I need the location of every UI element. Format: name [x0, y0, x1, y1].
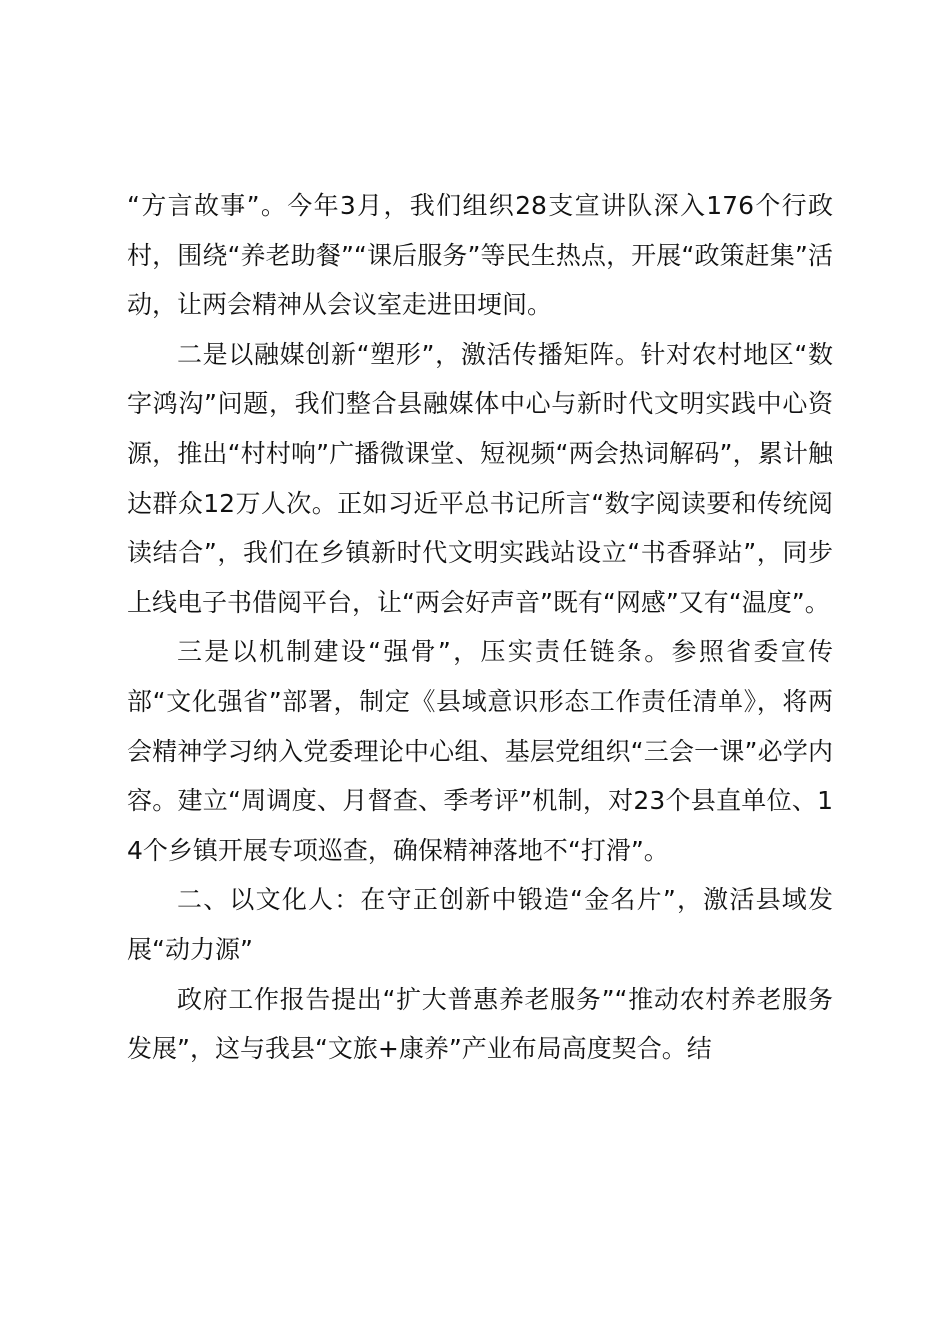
- paragraph-government-report: 政府工作报告提出“扩大普惠养老服务”“推动农村养老服务发展”，这与我县“文旅+康养”产业布局高度契合。结: [127, 984, 833, 1064]
- section-heading: 二、以文化人：在守正创新中锻造“金名片”，激活县域发展“动力源”: [127, 885, 833, 964]
- paragraph-media-innovation: 二是以融媒创新“塑形”，激活传播矩阵。针对农村地区“数字鸿沟”问题，我们整合县融媒体中心与新时代文明实践中心资源，推出“村村响”广播微课堂、短视频“两会热词解码”，累计触达群众12万人次。正如习近平总书记所言“数字阅读要和传统阅读结合”，我们在乡镇新时代文明实践站设立“书香驿站”，同步上线电子书借阅平台，让“两会好声音”既有“网感”又有“温度”。: [127, 339, 833, 617]
- document-body: [127, 181, 833, 1074]
- paragraph-mechanism: 三是以机制建设“强骨”，压实责任链条。参照省委宣传部“文化强省”部署，制定《县域意识形态工作责任清单》，将两会精神学习纳入党委理论中心组、基层党组织“三会一课”必学内容。建立“周调度、月督查、季考评”机制，对23个县直单位、14个乡镇开展专项巡查，确保精神落地不“打滑”。: [127, 637, 833, 865]
- paragraph-continued: “方言故事”。今年3月，我们组织28支宣讲队深入176个行政村，围绕“养老助餐”“课后服务”等民生热点，开展“政策赶集”活动，让两会精神从会议室走进田埂间。: [127, 191, 833, 320]
